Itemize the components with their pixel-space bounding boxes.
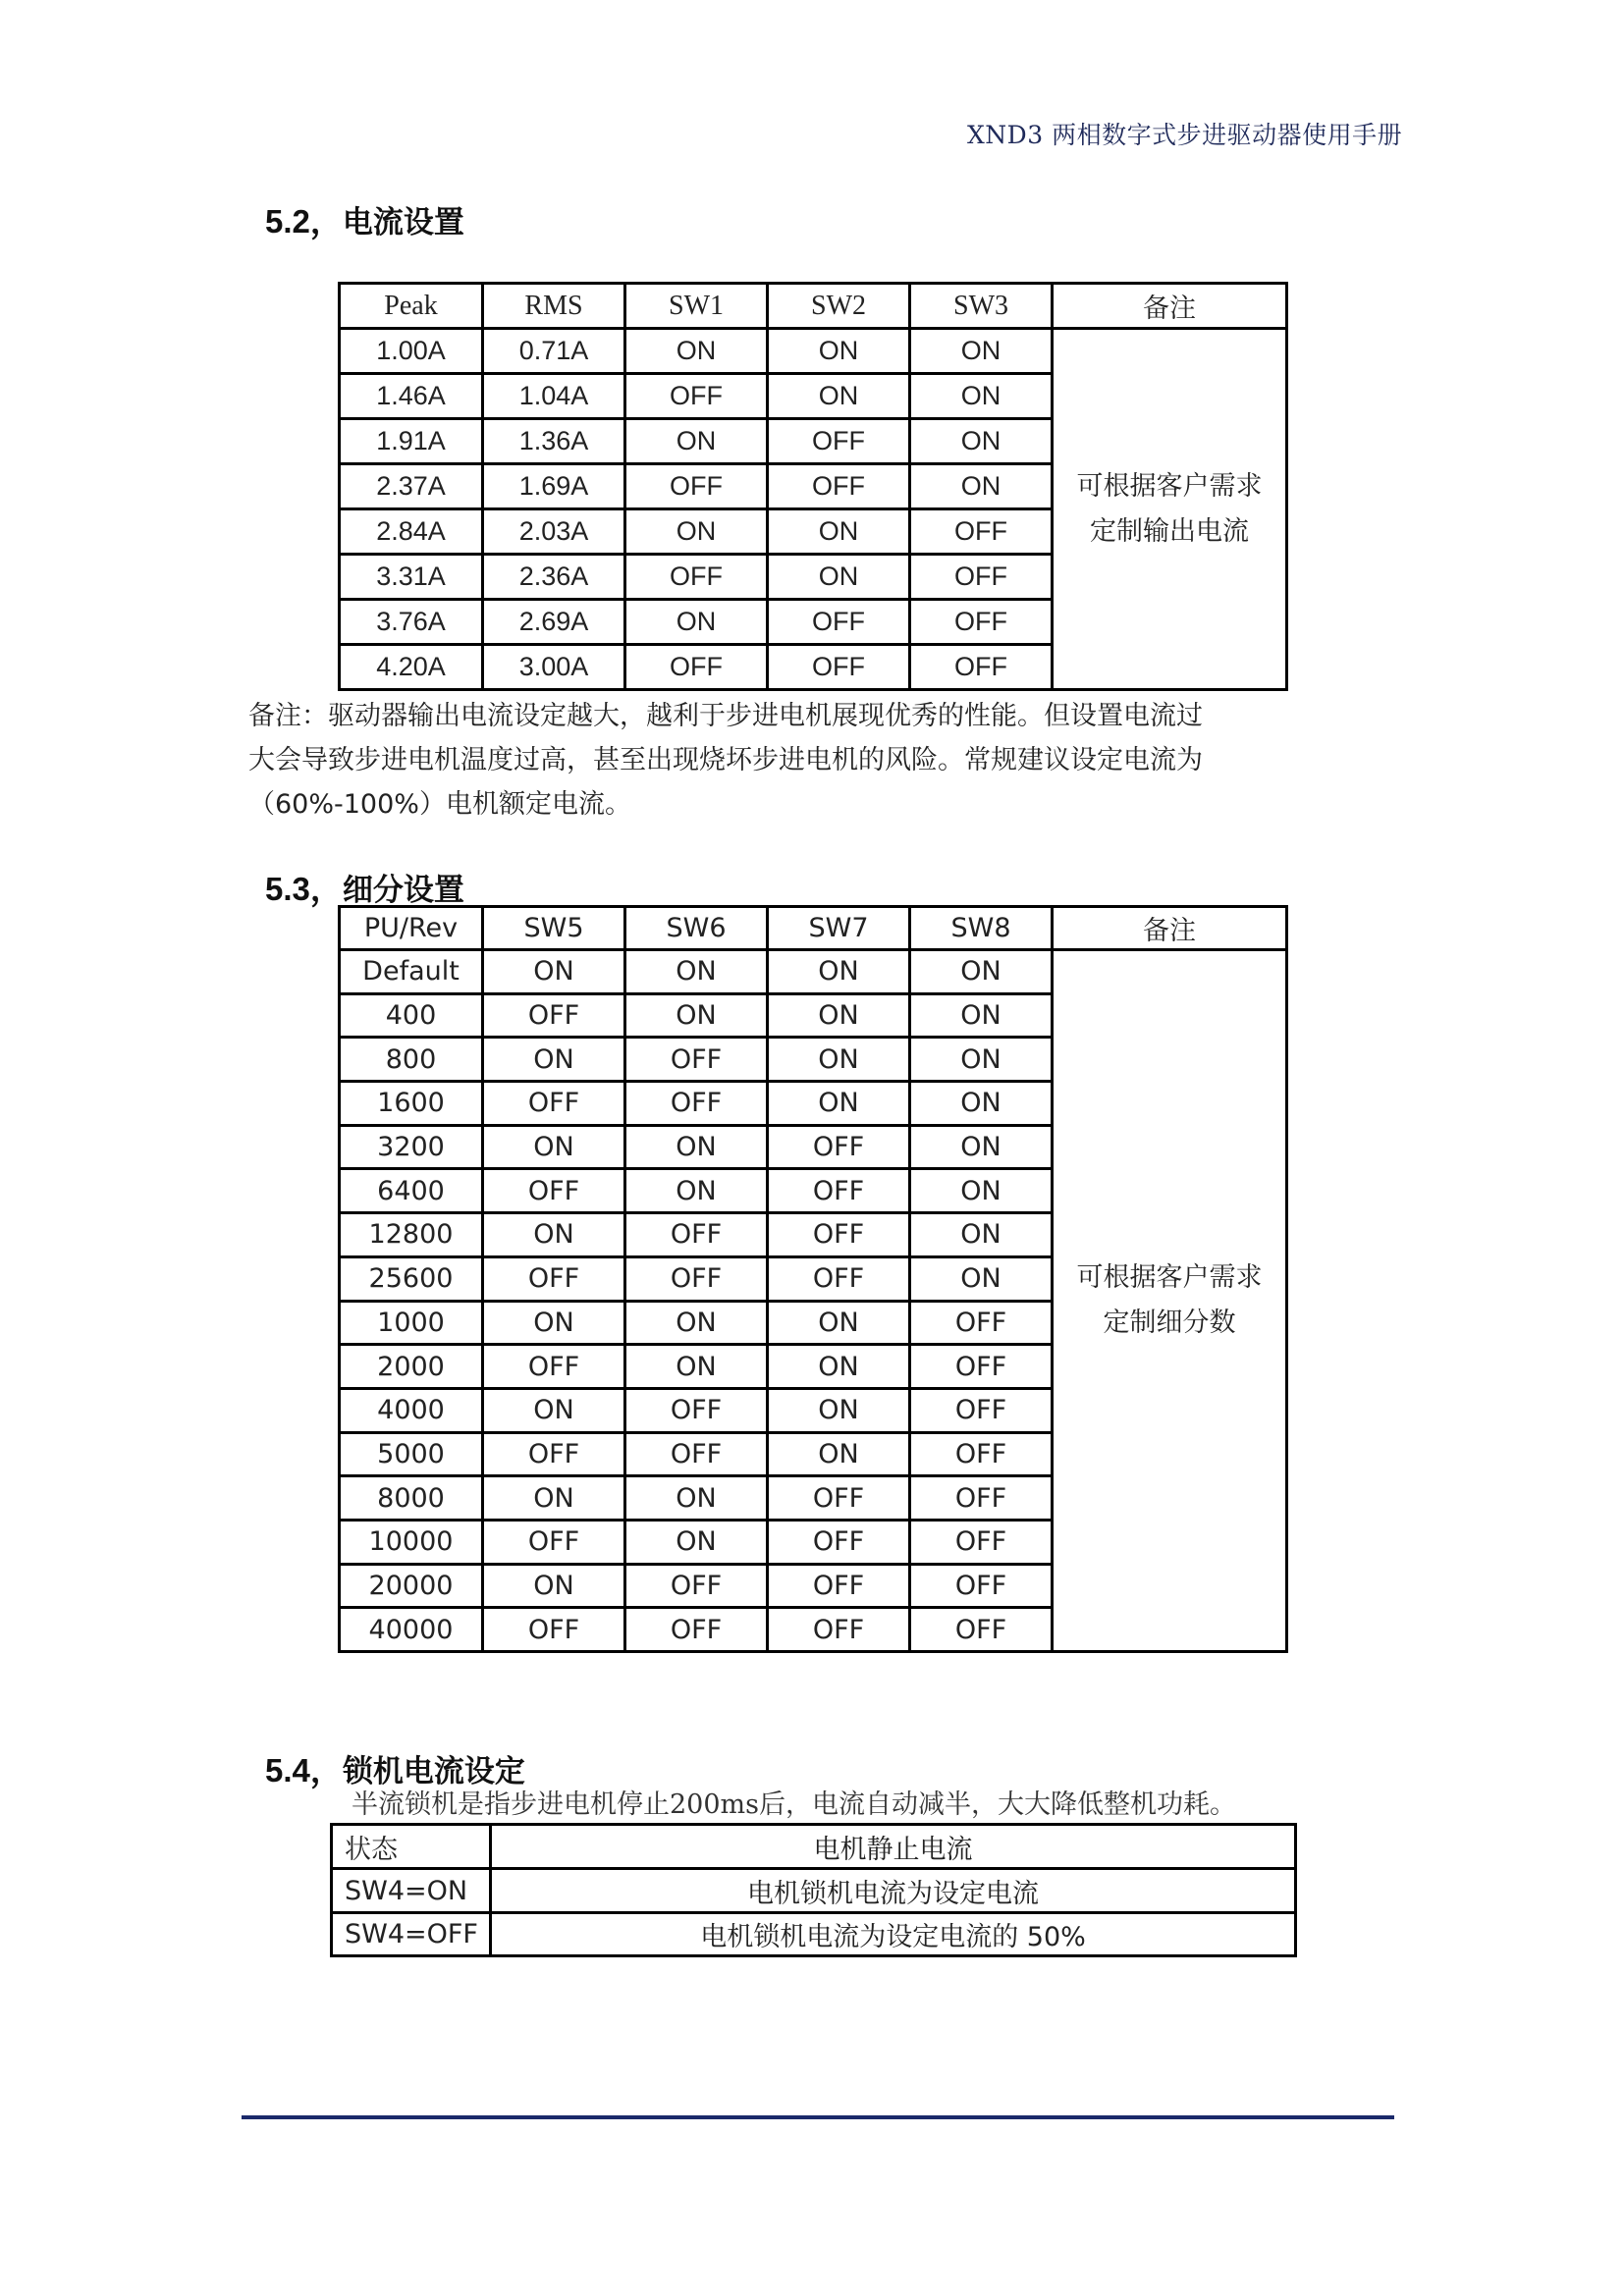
switch-state-cell: ON — [625, 1345, 768, 1389]
column-header: SW7 — [768, 907, 910, 950]
switch-state-cell: OFF — [910, 1345, 1053, 1389]
switch-state-cell: OFF — [625, 1564, 768, 1608]
switch-state-cell: OFF — [625, 374, 768, 419]
switch-state-cell: OFF — [910, 509, 1053, 555]
switch-state-cell: OFF — [910, 1301, 1053, 1345]
switch-state-cell: OFF — [625, 1038, 768, 1082]
switch-state-cell: ON — [768, 1345, 910, 1389]
section-title: 电流设置 — [342, 205, 464, 240]
lock-current-table — [330, 1823, 1297, 1957]
switch-state-cell: ON — [910, 1213, 1053, 1257]
section-number: 5.4， — [265, 1752, 343, 1789]
switch-state-cell: OFF — [768, 1125, 910, 1169]
switch-state-cell: OFF — [483, 1082, 625, 1126]
switch-state-cell: ON — [483, 1388, 625, 1432]
note-line: 可根据客户需求 — [1076, 1262, 1263, 1293]
lock-intro-text: 半流锁机是指步进电机停止200ms后，电流自动减半，大大降低整机功耗。 — [352, 1789, 1236, 1820]
switch-state-cell: OFF — [910, 1388, 1053, 1432]
switch-state-cell: ON — [625, 1125, 768, 1169]
switch-state-cell: OFF — [483, 1520, 625, 1564]
switch-state-cell: ON — [625, 950, 768, 994]
switch-state-cell: ON — [768, 329, 910, 374]
table-header-row — [332, 1825, 1296, 1869]
switch-state-cell: ON — [625, 1520, 768, 1564]
switch-state-cell: ON — [910, 993, 1053, 1038]
switch-state-cell: OFF — [483, 1608, 625, 1652]
note-line: 定制细分数 — [1103, 1308, 1236, 1338]
column-header: SW8 — [910, 907, 1053, 950]
switch-state-cell: OFF — [483, 1256, 625, 1301]
switch-state-cell: ON — [910, 419, 1053, 464]
switch-state-cell: ON — [483, 1213, 625, 1257]
switch-state-cell: 2.36A — [483, 555, 625, 600]
column-header-notes: 备注 — [1053, 284, 1287, 329]
switch-state-cell: ON — [910, 1038, 1053, 1082]
switch-state-cell: ON — [768, 993, 910, 1038]
switch-state-cell: ON — [768, 1388, 910, 1432]
switch-state-cell: OFF — [625, 1213, 768, 1257]
switch-state-cell: OFF — [910, 1520, 1053, 1564]
switch-state-cell: ON — [483, 1125, 625, 1169]
switch-state-cell: OFF — [768, 1213, 910, 1257]
row-key-cell: 1.91A — [340, 419, 483, 464]
row-key-cell: 25600 — [340, 1256, 483, 1301]
switch-state-cell: OFF — [483, 1345, 625, 1389]
switch-state-cell: ON — [910, 950, 1053, 994]
switch-state-cell: OFF — [768, 1564, 910, 1608]
table-row — [332, 1913, 1296, 1956]
switch-state-cell: ON — [625, 509, 768, 555]
column-header: PU/Rev — [340, 907, 483, 950]
switch-state-cell: 2.69A — [483, 600, 625, 645]
description-cell: 电机锁机电流为设定电流的 50% — [491, 1913, 1296, 1956]
row-key-cell: 2.37A — [340, 464, 483, 509]
switch-state-cell: OFF — [625, 1608, 768, 1652]
row-key-cell: 1000 — [340, 1301, 483, 1345]
switch-state-cell: ON — [625, 1476, 768, 1521]
switch-state-cell: ON — [768, 1038, 910, 1082]
table-header-row — [340, 284, 1287, 329]
row-key-cell: 800 — [340, 1038, 483, 1082]
switch-state-cell: ON — [910, 1125, 1053, 1169]
switch-state-cell: ON — [910, 464, 1053, 509]
column-header-notes: 备注 — [1053, 907, 1287, 950]
switch-state-cell: ON — [483, 1476, 625, 1521]
switch-state-cell: ON — [768, 1082, 910, 1126]
switch-state-cell: OFF — [910, 600, 1053, 645]
switch-state-cell: ON — [768, 509, 910, 555]
switch-state-cell: OFF — [768, 419, 910, 464]
remark-line: 大会导致步进电机温度过高，甚至出现烧坏步进电机的风险。常规建议设定电流为 — [248, 745, 1203, 775]
switch-state-cell: OFF — [768, 1476, 910, 1521]
switch-state-cell: OFF — [483, 1432, 625, 1476]
table-row — [340, 950, 1287, 994]
section-number: 5.2， — [265, 203, 343, 240]
switch-state-cell: OFF — [768, 1256, 910, 1301]
microstep-settings-table — [338, 905, 1288, 1653]
row-key-cell: 1.46A — [340, 374, 483, 419]
remark-line: 备注：驱动器输出电流设定越大，越利于步进电机展现优秀的性能。但设置电流过 — [248, 701, 1203, 731]
footer-divider — [242, 2115, 1394, 2119]
row-key-cell: Default — [340, 950, 483, 994]
switch-state-cell: ON — [910, 1256, 1053, 1301]
table-header-row — [340, 907, 1287, 950]
row-key-cell: 2000 — [340, 1345, 483, 1389]
switch-state-cell: ON — [483, 950, 625, 994]
row-key-cell: 1600 — [340, 1082, 483, 1126]
section-number: 5.3， — [265, 871, 343, 907]
column-header: 电机静止电流 — [491, 1825, 1296, 1869]
section-title: 锁机电流设定 — [342, 1754, 525, 1789]
row-key-cell: 3.31A — [340, 555, 483, 600]
switch-state-cell: ON — [910, 374, 1053, 419]
switch-state-cell: ON — [625, 993, 768, 1038]
row-key-cell: 5000 — [340, 1432, 483, 1476]
row-key-cell: 3200 — [340, 1125, 483, 1169]
switch-state-cell: OFF — [768, 1520, 910, 1564]
state-cell: SW4=OFF — [332, 1913, 491, 1956]
switch-state-cell: OFF — [625, 1082, 768, 1126]
switch-state-cell: ON — [768, 374, 910, 419]
switch-state-cell: OFF — [910, 1608, 1053, 1652]
switch-state-cell: ON — [625, 600, 768, 645]
switch-state-cell: 0.71A — [483, 329, 625, 374]
row-key-cell: 12800 — [340, 1213, 483, 1257]
switch-state-cell: ON — [625, 419, 768, 464]
row-key-cell: 40000 — [340, 1608, 483, 1652]
current-settings-table — [338, 282, 1288, 691]
switch-state-cell: ON — [910, 1082, 1053, 1126]
section-title: 细分设置 — [342, 873, 464, 908]
switch-state-cell: 1.69A — [483, 464, 625, 509]
switch-state-cell: OFF — [625, 464, 768, 509]
switch-state-cell: OFF — [910, 1564, 1053, 1608]
switch-state-cell: OFF — [625, 1432, 768, 1476]
switch-state-cell: OFF — [910, 1476, 1053, 1521]
switch-state-cell: ON — [768, 950, 910, 994]
row-key-cell: 8000 — [340, 1476, 483, 1521]
column-header: 状态 — [332, 1825, 491, 1869]
column-header: SW2 — [768, 284, 910, 329]
customization-note-cell — [1053, 329, 1287, 690]
row-key-cell: 20000 — [340, 1564, 483, 1608]
row-key-cell: 1.00A — [340, 329, 483, 374]
remark-line: （60%-100%）电机额定电流。 — [248, 789, 631, 820]
row-key-cell: 4.20A — [340, 645, 483, 690]
switch-state-cell: OFF — [768, 600, 910, 645]
row-key-cell: 3.76A — [340, 600, 483, 645]
switch-state-cell: ON — [625, 1301, 768, 1345]
switch-state-cell: OFF — [910, 645, 1053, 690]
note-line: 可根据客户需求 — [1076, 470, 1263, 502]
state-cell: SW4=ON — [332, 1869, 491, 1913]
column-header: RMS — [483, 284, 625, 329]
switch-state-cell: OFF — [625, 555, 768, 600]
column-header: SW6 — [625, 907, 768, 950]
switch-state-cell: ON — [625, 1169, 768, 1213]
switch-state-cell: OFF — [625, 1256, 768, 1301]
switch-state-cell: OFF — [910, 555, 1053, 600]
switch-state-cell: OFF — [768, 464, 910, 509]
note-line: 定制输出电流 — [1090, 515, 1249, 547]
switch-state-cell: ON — [768, 555, 910, 600]
switch-state-cell: ON — [768, 1301, 910, 1345]
document-header-title: XND3 两相数字式步进驱动器使用手册 — [967, 121, 1403, 149]
switch-state-cell: 1.36A — [483, 419, 625, 464]
switch-state-cell: OFF — [625, 1388, 768, 1432]
switch-state-cell: ON — [483, 1564, 625, 1608]
switch-state-cell: ON — [910, 1169, 1053, 1213]
switch-state-cell: ON — [483, 1038, 625, 1082]
table-row — [332, 1869, 1296, 1913]
switch-state-cell: 2.03A — [483, 509, 625, 555]
switch-state-cell: OFF — [625, 645, 768, 690]
table-row — [340, 329, 1287, 374]
column-header: SW3 — [910, 284, 1053, 329]
section-heading-current — [265, 196, 464, 242]
switch-state-cell: ON — [483, 1301, 625, 1345]
switch-state-cell: OFF — [768, 1608, 910, 1652]
row-key-cell: 6400 — [340, 1169, 483, 1213]
current-remark-paragraph — [248, 694, 1309, 827]
switch-state-cell: OFF — [483, 1169, 625, 1213]
section-heading-microstep — [265, 864, 464, 910]
row-key-cell: 10000 — [340, 1520, 483, 1564]
switch-state-cell: OFF — [483, 993, 625, 1038]
switch-state-cell: OFF — [768, 645, 910, 690]
row-key-cell: 400 — [340, 993, 483, 1038]
switch-state-cell: ON — [910, 329, 1053, 374]
switch-state-cell: OFF — [910, 1432, 1053, 1476]
customization-note-cell — [1053, 950, 1287, 1652]
description-cell: 电机锁机电流为设定电流 — [491, 1869, 1296, 1913]
switch-state-cell: ON — [768, 1432, 910, 1476]
switch-state-cell: OFF — [768, 1169, 910, 1213]
column-header: SW1 — [625, 284, 768, 329]
switch-state-cell: 3.00A — [483, 645, 625, 690]
switch-state-cell: ON — [625, 329, 768, 374]
column-header: SW5 — [483, 907, 625, 950]
switch-state-cell: 1.04A — [483, 374, 625, 419]
row-key-cell: 2.84A — [340, 509, 483, 555]
column-header: Peak — [340, 284, 483, 329]
row-key-cell: 4000 — [340, 1388, 483, 1432]
